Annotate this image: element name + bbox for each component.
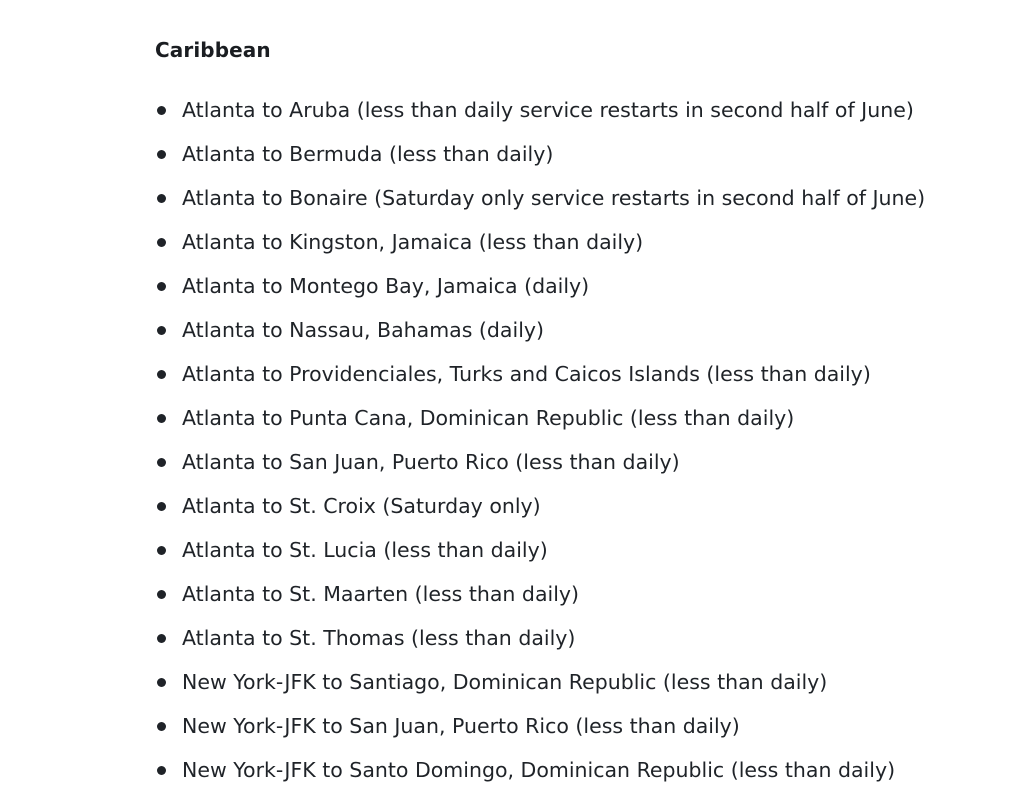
bullet-icon bbox=[157, 502, 166, 511]
route-text: Atlanta to Providenciales, Turks and Caicos Islands (less than daily) bbox=[182, 362, 871, 386]
bullet-icon bbox=[157, 326, 166, 335]
bullet-icon bbox=[157, 238, 166, 247]
route-text: Atlanta to Kingston, Jamaica (less than daily) bbox=[182, 230, 644, 254]
list-item bbox=[155, 484, 1015, 528]
route-text: Atlanta to Nassau, Bahamas (daily) bbox=[182, 318, 545, 342]
bullet-icon bbox=[157, 106, 166, 115]
list-item bbox=[155, 352, 1015, 396]
caribbean-section bbox=[155, 34, 1015, 792]
route-text: Atlanta to San Juan, Puerto Rico (less than daily) bbox=[182, 450, 680, 474]
route-text: Atlanta to St. Thomas (less than daily) bbox=[182, 626, 576, 650]
list-item bbox=[155, 220, 1015, 264]
list-item bbox=[155, 528, 1015, 572]
bullet-icon bbox=[157, 150, 166, 159]
list-item bbox=[155, 748, 1015, 792]
list-item bbox=[155, 176, 1015, 220]
list-item bbox=[155, 88, 1015, 132]
list-item bbox=[155, 660, 1015, 704]
route-text: Atlanta to Bermuda (less than daily) bbox=[182, 142, 554, 166]
bullet-icon bbox=[157, 282, 166, 291]
bullet-icon bbox=[157, 766, 166, 775]
bullet-icon bbox=[157, 722, 166, 731]
route-text: Atlanta to St. Lucia (less than daily) bbox=[182, 538, 548, 562]
list-item bbox=[155, 132, 1015, 176]
route-list bbox=[155, 88, 1015, 792]
bullet-icon bbox=[157, 634, 166, 643]
bullet-icon bbox=[157, 370, 166, 379]
route-text: Atlanta to Aruba (less than daily service restarts in second half of June) bbox=[182, 98, 914, 122]
route-text: New York-JFK to San Juan, Puerto Rico (less than daily) bbox=[182, 714, 740, 738]
list-item bbox=[155, 616, 1015, 660]
bullet-icon bbox=[157, 590, 166, 599]
route-text: Atlanta to St. Maarten (less than daily) bbox=[182, 582, 580, 606]
route-text: Atlanta to Montego Bay, Jamaica (daily) bbox=[182, 274, 590, 298]
list-item bbox=[155, 440, 1015, 484]
route-text: New York-JFK to Santiago, Dominican Republic (less than daily) bbox=[182, 670, 828, 694]
list-item bbox=[155, 704, 1015, 748]
bullet-icon bbox=[157, 194, 166, 203]
route-text: Atlanta to Bonaire (Saturday only service restarts in second half of June) bbox=[182, 186, 926, 210]
bullet-icon bbox=[157, 458, 166, 467]
list-item bbox=[155, 572, 1015, 616]
list-item bbox=[155, 396, 1015, 440]
route-text: Atlanta to Punta Cana, Dominican Republic (less than daily) bbox=[182, 406, 795, 430]
bullet-icon bbox=[157, 678, 166, 687]
bullet-icon bbox=[157, 414, 166, 423]
route-text: Atlanta to St. Croix (Saturday only) bbox=[182, 494, 541, 518]
bullet-icon bbox=[157, 546, 166, 555]
list-item bbox=[155, 308, 1015, 352]
section-heading: Caribbean bbox=[155, 38, 271, 62]
route-text: New York-JFK to Santo Domingo, Dominican Republic (less than daily) bbox=[182, 758, 896, 782]
list-item bbox=[155, 264, 1015, 308]
